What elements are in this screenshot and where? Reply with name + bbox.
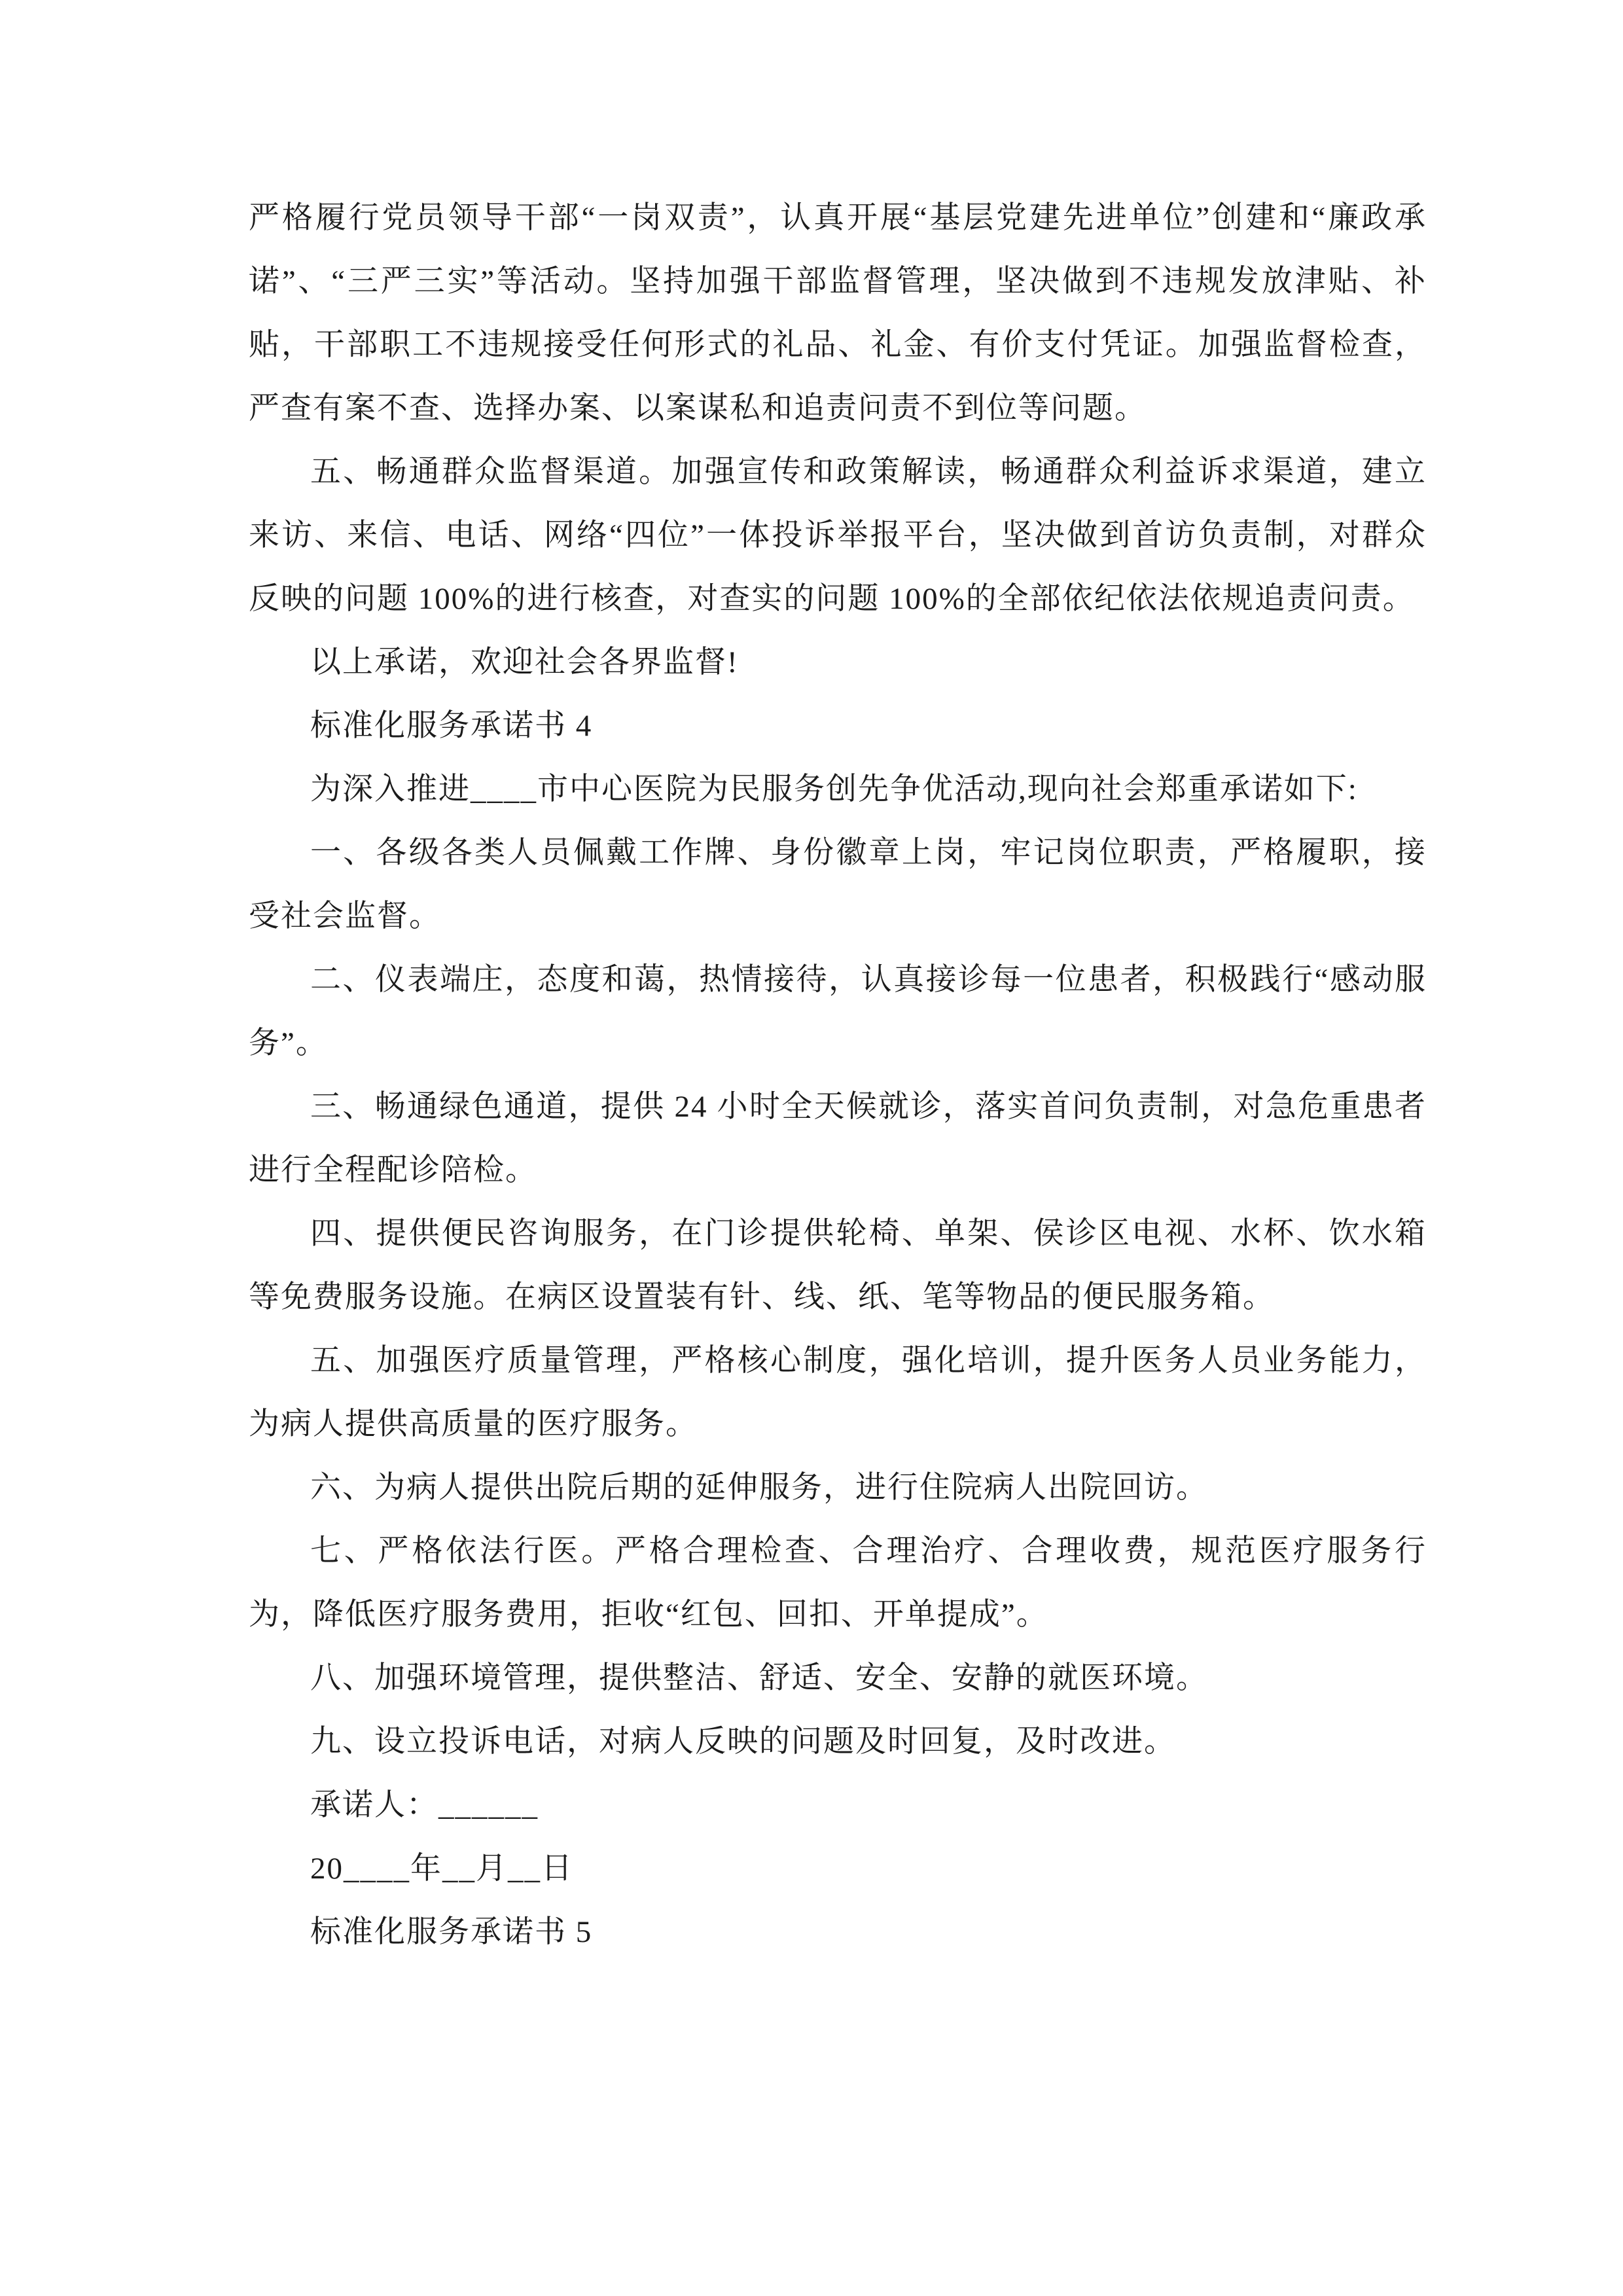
paragraph: 六、为病人提供出院后期的延伸服务，进行住院病人出院回访。 [310, 1471, 1208, 1505]
paragraph: 严格履行党员领导干部“一岗双责”，认真开展“基层党建先进单位”创建和“廉政承诺”、“三严三实”等活动。坚持加强干部监督管理，坚决做到不违规发放津贴、补贴，干部职工不违规接受任何形式的礼品、礼金、有价支付凭证。加强监督检查，严查有案不查、选择办案、以案谋私和追责问责不到位等问题。 [249, 201, 1427, 425]
document-body [249, 187, 1427, 1964]
paragraph: 九、设立投诉电话，对病人反映的问题及时回复，及时改进。 [310, 1725, 1176, 1759]
paragraph: 三、畅通绿色通道，提供 24 小时全天候就诊，落实首问负责制，对急危重患者进行全程配诊陪检。 [249, 1090, 1427, 1187]
paragraph: 一、各级各类人员佩戴工作牌、身份徽章上岗，牢记岗位职责，严格履职，接受社会监督。 [249, 836, 1427, 933]
paragraph: 二、仪表端庄，态度和蔼，热情接待，认真接诊每一位患者，积极践行“感动服务”。 [249, 963, 1427, 1060]
paragraph: 以上承诺，欢迎社会各界监督! [310, 645, 739, 679]
section-title: 标准化服务承诺书 5 [310, 1915, 593, 1949]
date-line: 20____年__月__日 [310, 1852, 573, 1886]
section-title: 标准化服务承诺书 4 [310, 709, 593, 743]
paragraph: 五、畅通群众监督渠道。加强宣传和政策解读，畅通群众利益诉求渠道，建立来访、来信、电话、网络“四位”一体投诉举报平台，坚决做到首访负责制，对群众反映的问题 100%的进行核查，对查实的问题 100%的全部依纪依法依规追责问责。 [249, 455, 1427, 616]
signature-line: 承诺人：______ [310, 1788, 539, 1822]
paragraph: 四、提供便民咨询服务，在门诊提供轮椅、单架、侯诊区电视、水杯、饮水箱等免费服务设施。在病区设置装有针、线、纸、笔等物品的便民服务箱。 [249, 1217, 1427, 1314]
paragraph: 为深入推进____市中心医院为民服务创先争优活动,现向社会郑重承诺如下: [310, 772, 1358, 806]
paragraph: 五、加强医疗质量管理，严格核心制度，强化培训，提升医务人员业务能力，为病人提供高质量的医疗服务。 [249, 1344, 1427, 1441]
paragraph: 七、严格依法行医。严格合理检查、合理治疗、合理收费，规范医疗服务行为，降低医疗服务费用，拒收“红包、回扣、开单提成”。 [249, 1534, 1427, 1632]
paragraph: 八、加强环境管理，提供整洁、舒适、安全、安静的就医环境。 [310, 1661, 1208, 1695]
